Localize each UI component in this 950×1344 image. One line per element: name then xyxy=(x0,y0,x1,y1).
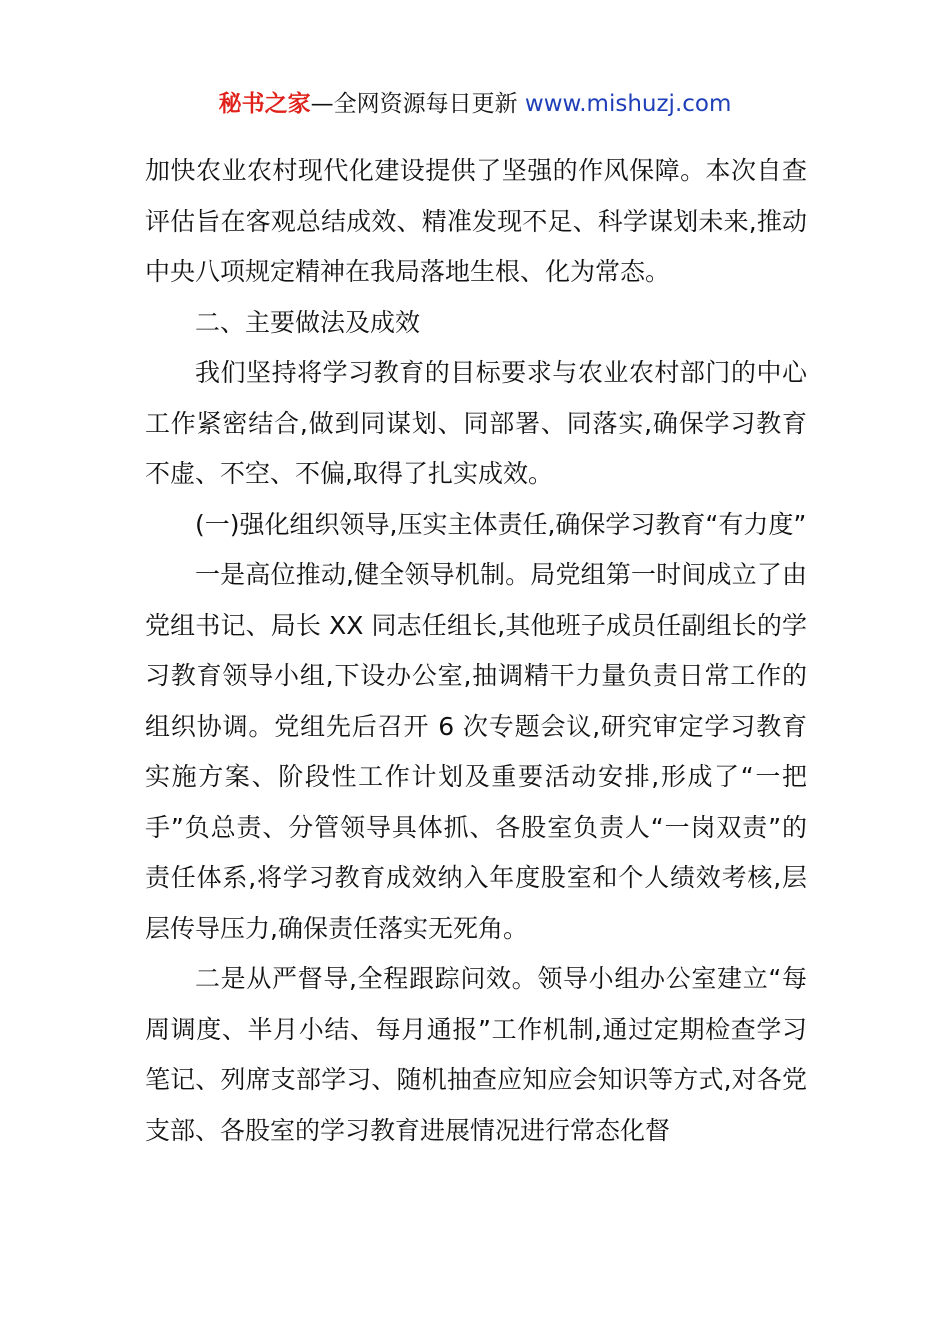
paragraph-point-two: 二是从严督导,全程跟踪问效。领导小组办公室建立“每周调度、半月小结、每月通报”工作机制,通过定期检查学习笔记、列席支部学习、随机抽查应知应会知识等方式,对各党支部、各股室的学习教育进展情况进行常态化督 xyxy=(145,964,807,1145)
page-header xyxy=(0,86,950,122)
subsection-heading: (一)强化组织领导,压实主体责任,确保学习教育“有力度” xyxy=(195,509,807,539)
paragraph-continuation: 加快农业农村现代化建设提供了坚强的作风保障。本次自查评估旨在客观总结成效、精准发现不足、科学谋划未来,推动中央八项规定精神在我局落地生根、化为常态。 xyxy=(145,156,807,286)
header-url-link[interactable]: www.mishuzj.com xyxy=(524,91,732,117)
header-brand: 秘书之家 xyxy=(218,91,311,117)
document-body xyxy=(145,146,807,1156)
paragraph-point-one: 一是高位推动,健全领导机制。局党组第一时间成立了由党组书记、局长 XX 同志任组长,其他班子成员任副组长的学习教育领导小组,下设办公室,抽调精干力量负责日常工作的组织协调。党组先后召开 6 次专题会议,研究审定学习教育实施方案、阶段性工作计划及重要活动安排,形成了“一把手”负总责、分管领导具体抓、各股室负责人“一岗双责”的责任体系,将学习教育成效纳入年度股室和个人绩效考核,层层传导压力,确保责任落实无死角。 xyxy=(145,560,807,943)
section-heading: 二、主要做法及成效 xyxy=(195,307,421,337)
paragraph-intro: 我们坚持将学习教育的目标要求与农业农村部门的中心工作紧密结合,做到同谋划、同部署、同落实,确保学习教育不虚、不空、不偏,取得了扎实成效。 xyxy=(145,358,807,488)
header-tagline: —全网资源每日更新 xyxy=(310,91,525,117)
